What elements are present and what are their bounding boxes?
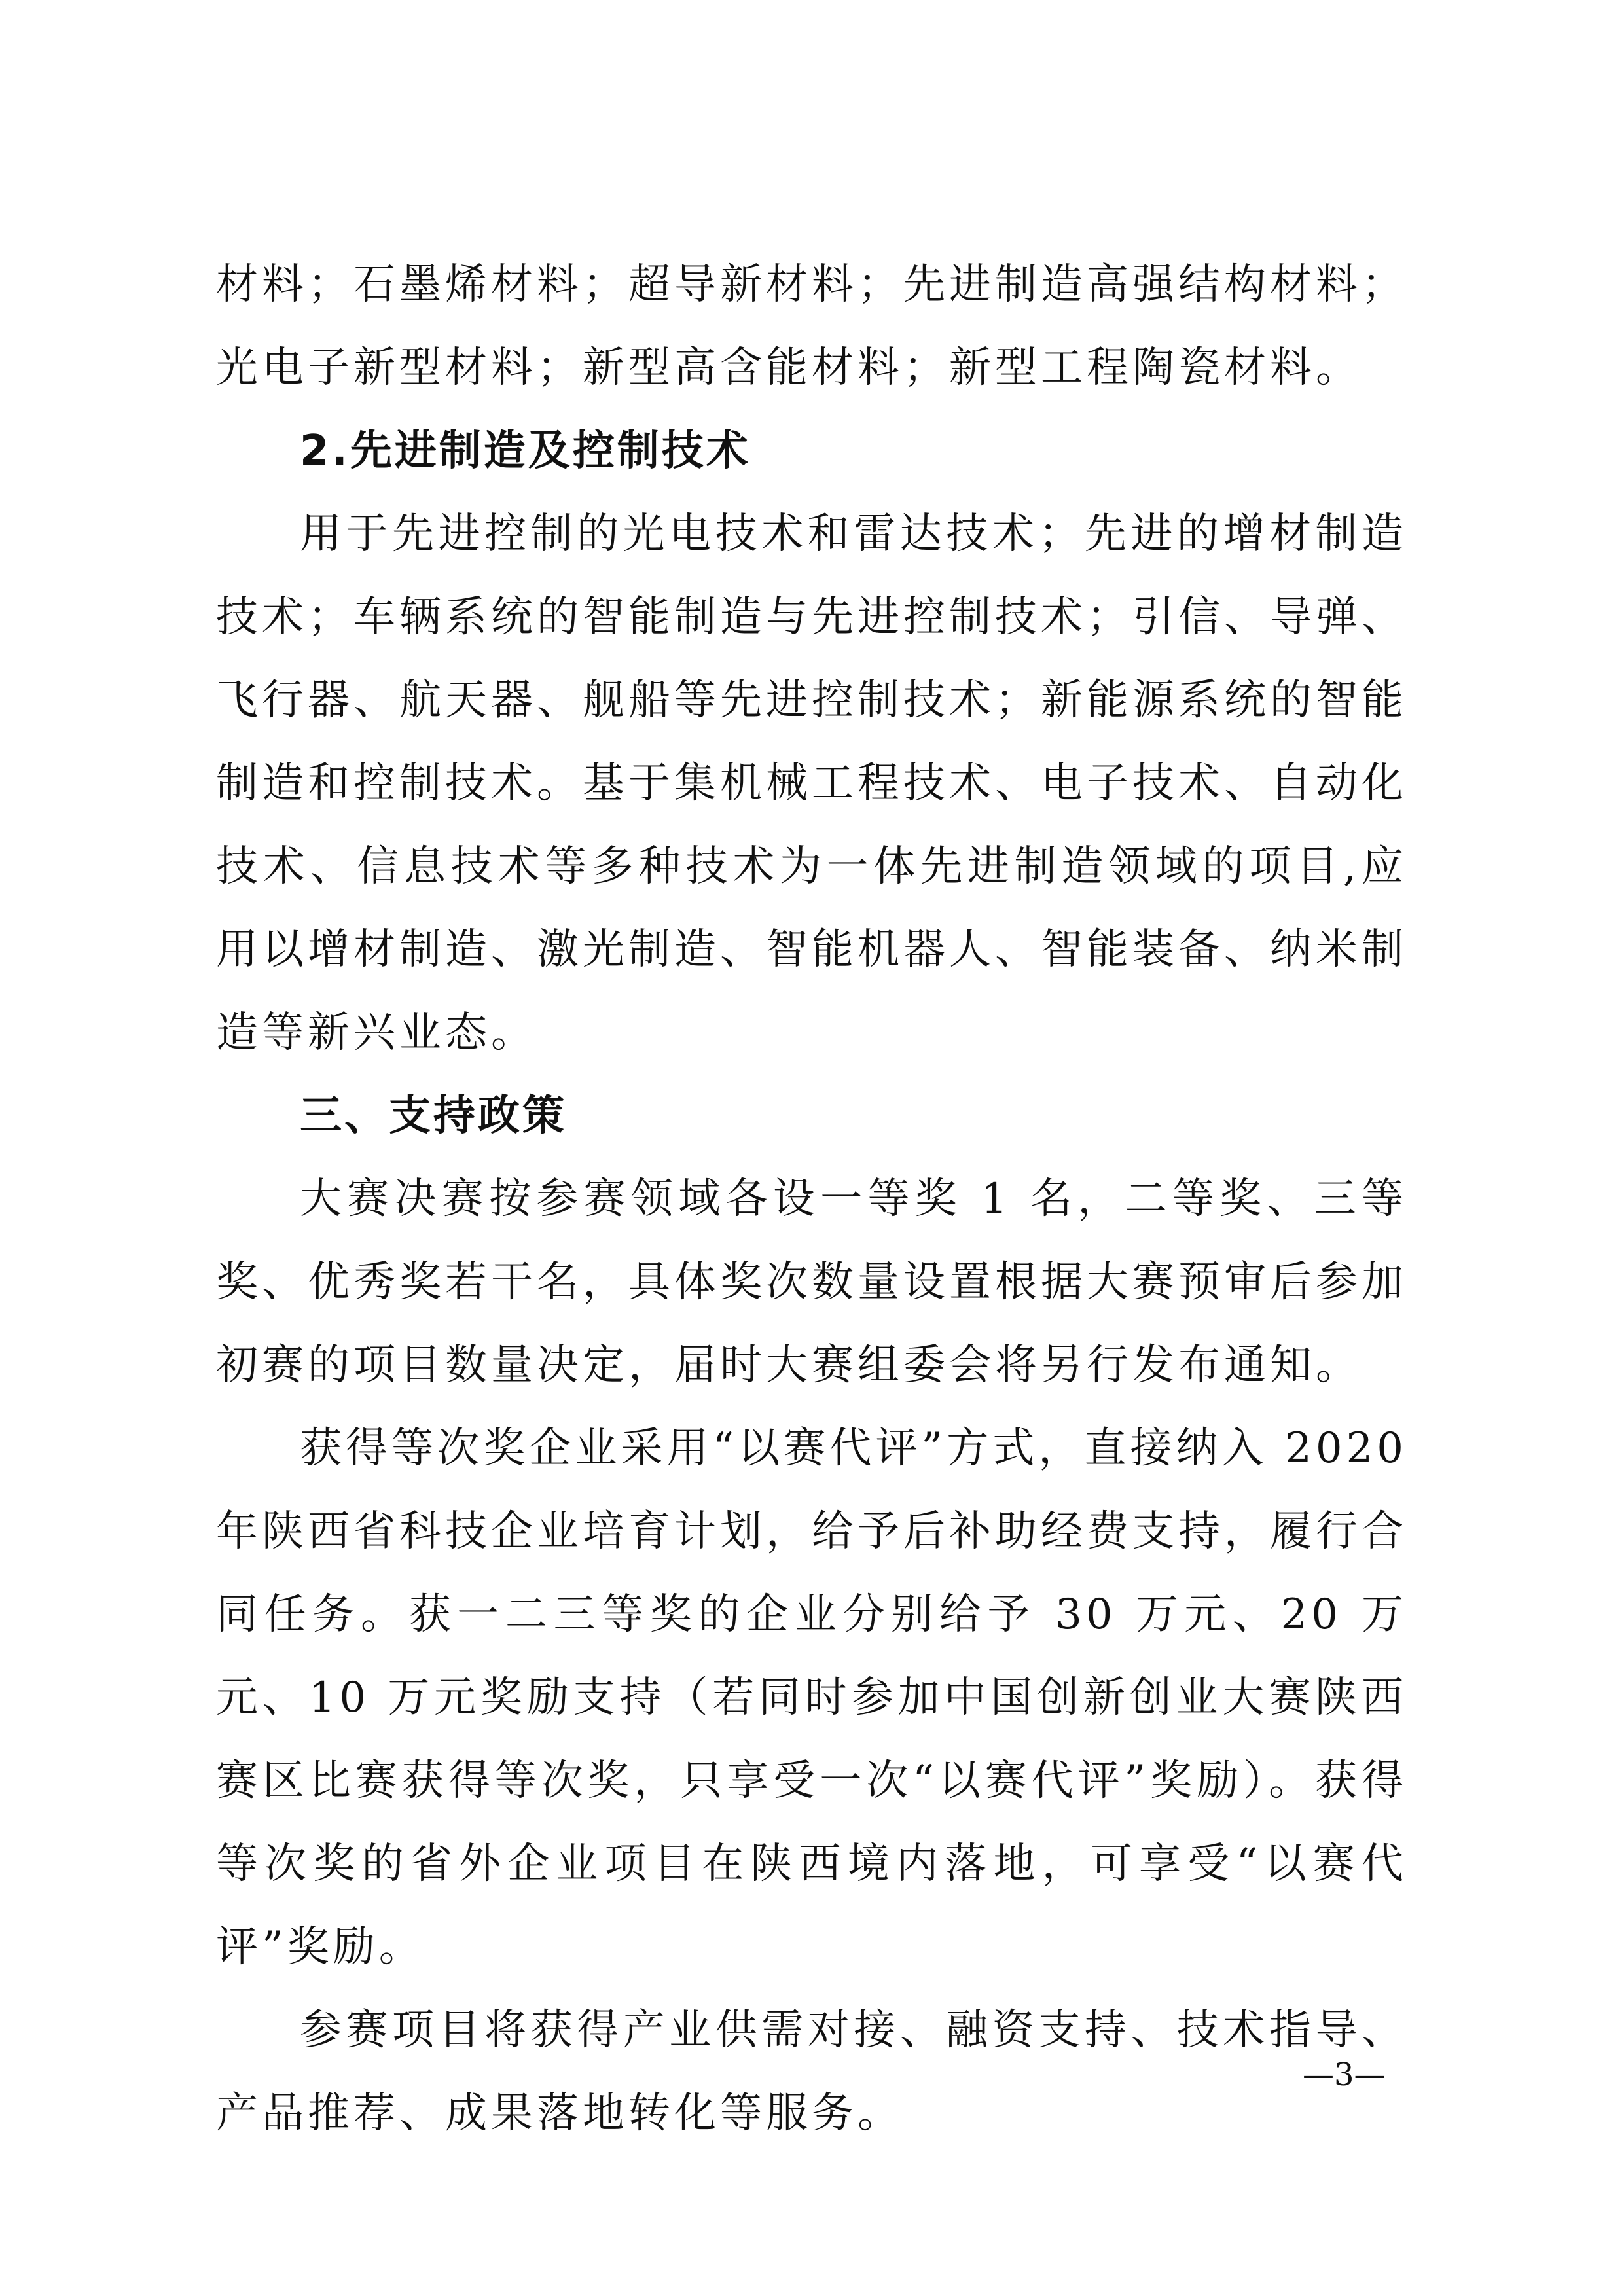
document-body xyxy=(216,243,1407,2155)
section-heading-support-policy: 三、支持政策 xyxy=(300,1092,567,1140)
paragraph-materials-continued: 材料；石墨烯材料；超导新材料；先进制造高强结构材料；光电子新型材料；新型高含能材料；新型工程陶瓷材料。 xyxy=(216,260,1407,392)
paragraph-manufacturing-control: 用于先进控制的光电技术和雷达技术；先进的增材制造技术；车辆系统的智能制造与先进控制技术；引信、导弹、飞行器、航天器、舰船等先进控制技术；新能源系统的智能制造和控制技术。基于集机械工程技术、电子技术、自动化技术、信息技术等多种技术为一体先进制造领域的项目,应用以增材制造、激光制造、智能机器人、智能装备、纳米制造等新兴业态。 xyxy=(216,510,1407,1057)
subheading-advanced-manufacturing: 2.先进制造及控制技术 xyxy=(300,427,751,475)
paragraph-awards: 大赛决赛按参赛领域各设一等奖 1 名，二等奖、三等奖、优秀奖若干名，具体奖次数量设置根据大赛预审后参加初赛的项目数量决定，届时大赛组委会将另行发布通知。 xyxy=(216,1175,1407,1390)
paragraph-funding: 获得等次奖企业采用“以赛代评”方式，直接纳入 2020 年陕西省科技企业培育计划，给予后补助经费支持，履行合同任务。获一二三等奖的企业分别给予 30 万元、20 万元、10 万元奖励支持（若同时参加中国创新创业大赛陕西赛区比赛获得等次奖，只享受一次“以赛代评”奖励）。获得等次奖的省外企业项目在陕西境内落地，可享受“以赛代评”奖励。 xyxy=(216,1424,1407,1971)
paragraph-services: 参赛项目将获得产业供需对接、融资支持、技术指导、产品推荐、成果落地转化等服务。 xyxy=(216,2006,1407,2138)
page-number: —3— xyxy=(1303,2056,1386,2093)
